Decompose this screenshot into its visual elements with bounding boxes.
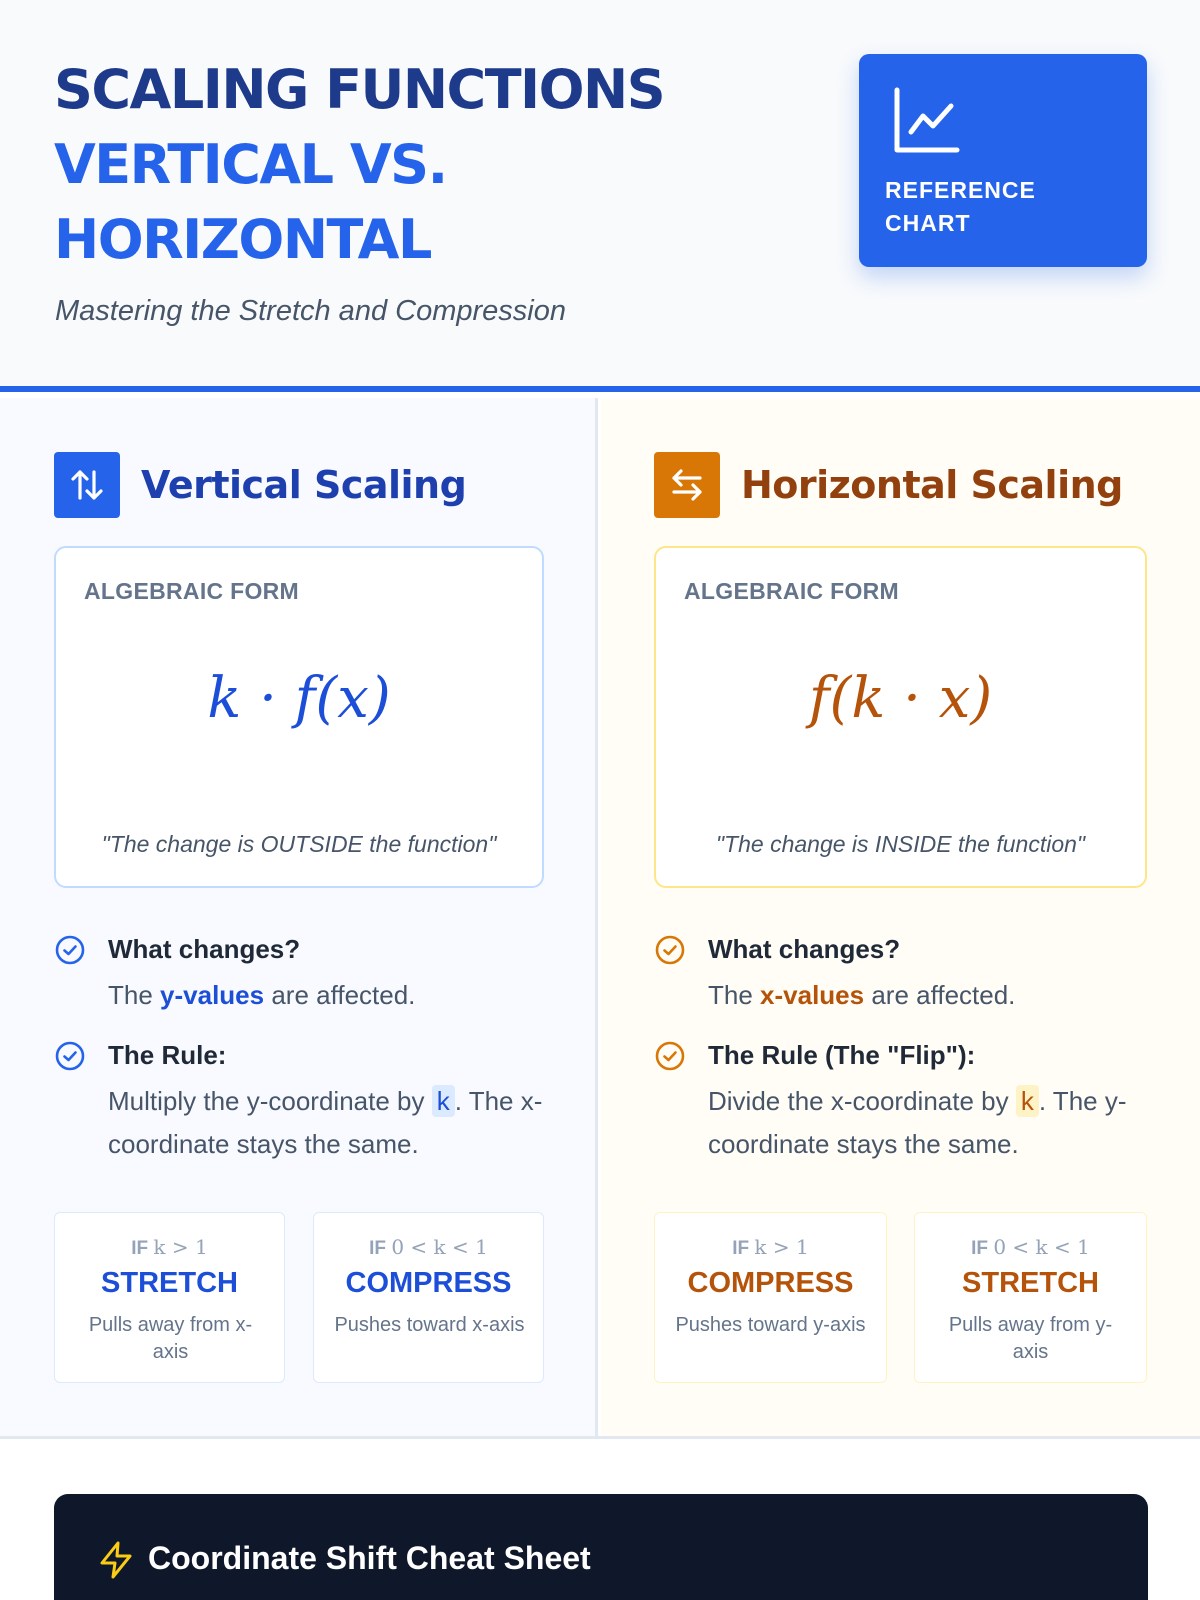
cheat-sheet-title: Coordinate Shift Cheat Sheet [148,1540,591,1576]
check-circle-icon [54,934,86,971]
horizontal-quote: "The change is INSIDE the function" [715,831,1086,857]
vertical-formula: k · f(x) [207,666,391,731]
rule-text [108,1080,548,1166]
case-cond: k > 1 [754,1235,809,1259]
title-line-1: SCALING FUNCTIONS [54,58,665,121]
page-subtitle: Mastering the Stretch and Compression [55,295,566,327]
rule-text-post: . The y-coordinate stays the same. [708,1086,1127,1159]
rule-text-pre: Divide the x-coordinate by [708,1086,1016,1116]
arrows-up-down-icon [54,452,120,518]
rule-title: The Rule (The "Flip"): [708,1040,976,1070]
what-text-pre: The [708,980,761,1010]
vertical-scaling-panel [0,398,598,1438]
vertical-case-k-greater-1 [54,1212,285,1383]
page-title [54,52,664,277]
vertical-section-header [54,452,466,518]
case-description: Pushes toward y-axis [675,1314,866,1336]
case-result: STRETCH [962,1267,1099,1299]
horizontal-case-k-between-0-1 [914,1212,1147,1383]
rule-title: The Rule: [108,1040,227,1070]
what-text-post: are affected. [264,980,416,1010]
case-cond: 0 < k < 1 [391,1235,488,1259]
arrows-left-right-icon [654,452,720,518]
horizontal-section-header [654,452,1123,518]
what-changes-text [708,974,1148,1017]
rule-text [708,1080,1148,1166]
case-condition [915,1235,1146,1260]
what-changes-title: What changes? [108,934,301,964]
section-divider [0,1436,1200,1439]
vertical-formula-card [54,546,544,888]
case-condition [655,1235,886,1260]
case-result: COMPRESS [345,1267,512,1299]
x-values-highlight: x-values [760,980,865,1010]
k-code: k [1016,1085,1039,1117]
cheat-sheet-card [54,1494,1148,1600]
title-line-3: HORIZONTAL [54,208,431,271]
horizontal-case-k-greater-1 [654,1212,887,1383]
case-if: IF [732,1238,750,1259]
case-description: Pulls away from y-axis [948,1314,1113,1363]
horizontal-formula-card [654,546,1147,888]
what-changes-title: What changes? [708,934,901,964]
check-circle-icon [654,1040,686,1077]
what-changes-text [108,974,548,1017]
formula-label: ALGEBRAIC FORM [684,578,900,604]
case-cond: 0 < k < 1 [993,1235,1090,1259]
rule-text-post: . The x-coordinate stays the same. [108,1086,543,1159]
case-description: Pushes toward x-axis [334,1314,525,1336]
horizontal-section-title: Horizontal Scaling [741,463,1123,507]
check-circle-icon [54,1040,86,1077]
case-if: IF [131,1238,149,1259]
lightning-bolt-icon [96,1540,136,1585]
case-condition [55,1235,284,1260]
title-line-2: VERTICAL VS. [54,133,447,196]
reference-chart-card [859,54,1147,267]
line-chart-icon [891,86,961,161]
rule-text-pre: Multiply the y-coordinate by [108,1086,432,1116]
y-values-highlight: y-values [160,980,265,1010]
what-text-pre: The [108,980,161,1010]
vertical-case-k-between-0-1 [313,1212,544,1383]
case-cond: k > 1 [153,1235,208,1259]
what-text-post: are affected. [864,980,1016,1010]
reference-chart-label: REFERENCE CHART [885,177,1036,236]
case-result: STRETCH [101,1267,238,1299]
vertical-quote: "The change is OUTSIDE the function" [101,831,497,857]
case-if: IF [971,1238,989,1259]
horizontal-formula: f(k · x) [808,666,993,731]
k-code: k [432,1085,455,1117]
case-description: Pulls away from x-axis [88,1314,253,1363]
header [0,0,1200,392]
vertical-section-title: Vertical Scaling [141,463,467,507]
horizontal-scaling-panel [601,398,1200,1438]
formula-label: ALGEBRAIC FORM [84,578,300,604]
check-circle-icon [654,934,686,971]
case-condition [314,1235,543,1260]
case-if: IF [369,1238,387,1259]
case-result: COMPRESS [687,1267,854,1299]
